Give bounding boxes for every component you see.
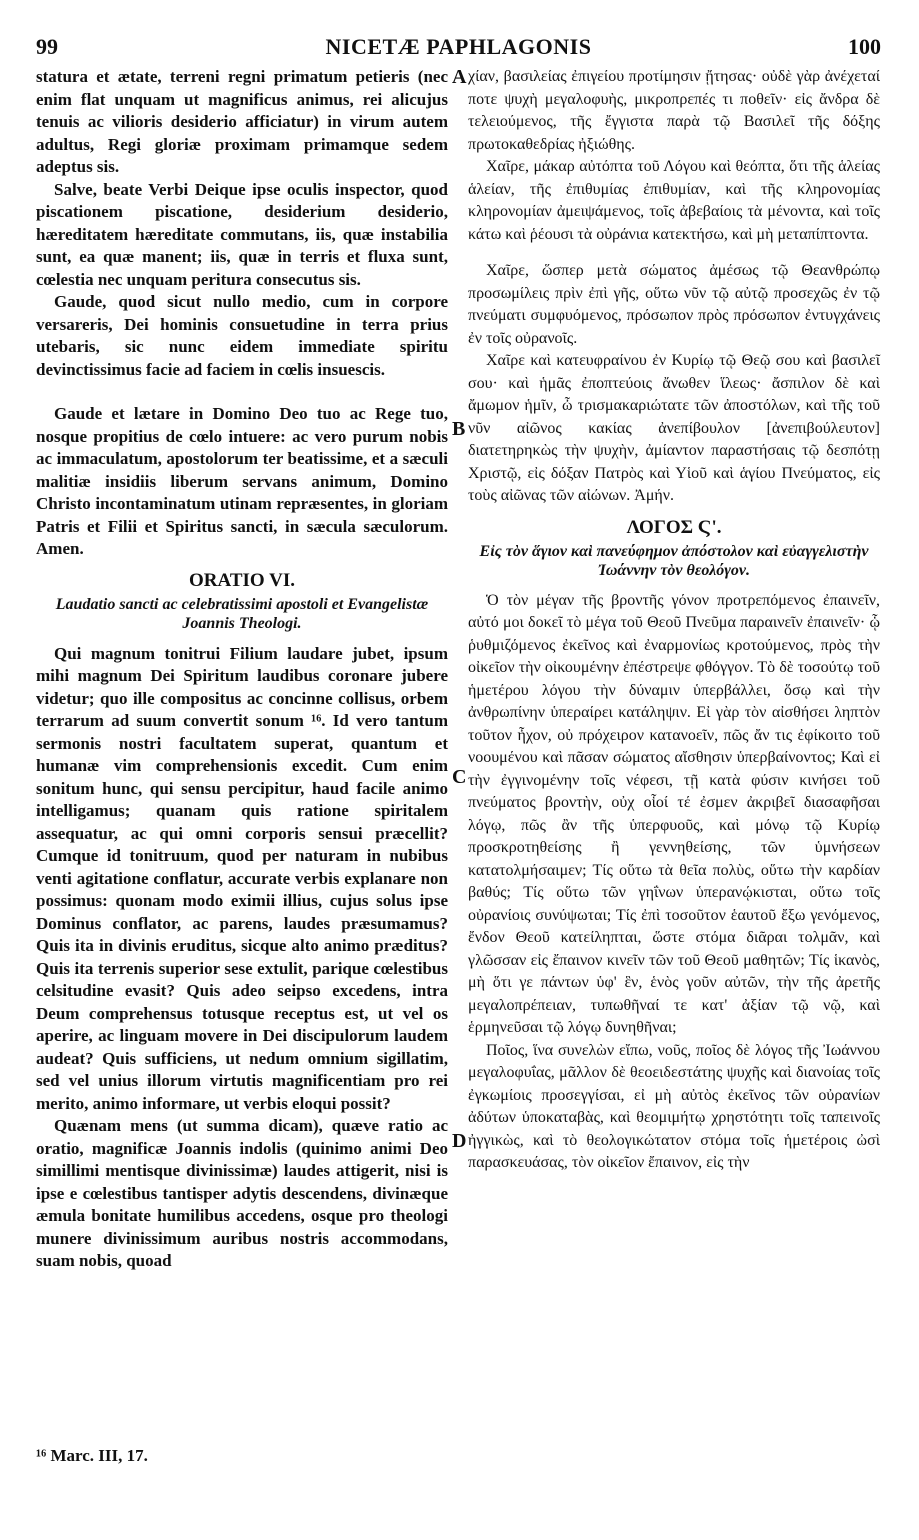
oration-title-latin: ORATIO VI. — [189, 569, 295, 591]
latin-paragraph-4: Gaude et lætare in Domino Deo tuo ac Rege tuo, nosque propitius de cœlo intuere: ac vero purum nobis ac immaculatum, apostolorum ter beatissime, et a sæculi malitiæ insidiis liberum servans animum, Domino Christo incontaminatum utinam repræsentes, in gloriam Patris et Filii et Spiritus sancti, in sæcula sæculorum. Amen. — [36, 404, 448, 558]
greek-paragraph-6: Ποῖος, ἵνα συνελὼν εἴπω, νοῦς, ποῖος δὲ λόγος τῆς Ἰωάννου μεγαλοφυΐας, μᾶλλον δὲ θεοειδεστάτης ψυχῆς καὶ διανοίας τοῖς ἐγκωμίοις προσεγγίσαι, εἰ μὴ αὐτὸς ἐκεῖνος τῶν οὐρανίων ἀδύτων ὑποκαταβὰς, καὶ θεομιμήτῳ χρηστότητι τοῖς ταπεινοῖς ἠγγικὼς, καὶ τὸ θεολογικώτατον στόμα τοῖς ἡμετέροις ὠσὶ παρασκευάσας, τὸν οἰκεῖον ἔπαινον, εἰς τὴν — [468, 1041, 880, 1171]
latin-paragraph-5: Qui magnum tonitrui Filium laudare jubet, ipsum mihi magnum Dei Spiritum laudibus coronare jubere videtur; quo ille compositus ac concinne collisus, orbem terrarum ad suum convertit sonum ¹⁶. Id vero tantum sermonis nostri facultatem superat, quantum et humanæ vim comprehensionis excedit. Cum enim sonitum hunc, qui sensu percipitur, haud facile animo intelligamus; quanam quis ratione spiritalem assequatur, ac qui omni corporis sensui præcellit? Cumque id tonitruum, quod per naturam in nubibus venti agitatione conflatur, accurate verbis explanare non possimus: quonam modo eximii illius, cujus solus ipse Dominus conflator, ac parens, laudes præsumamus? Quis ita in divinis eruditus, sicque alto animo præditus? Quis ita terrenis superior sese extulit, parique cœlestibus celsitudine evasit? Quis adeo seipso excedens, intra Deum comprehensus totusque receptus est, ut vel os aperire, ac linguam movere in Dei discipulorum laudem audeat? Quis sufficiens, ut nedum omnium sigillatim, sed vel unius illorum virtutis magnificentiam pro rei merito, animo informare, ut verbis eloqui possit? — [36, 643, 448, 1113]
greek-paragraph-2: Χαῖρε, μάκαρ αὐτόπτα τοῦ Λόγου καὶ θεόπτα, ὅτι τῆς ἁλείας ἁλείαν, τῆς ἐπιθυμίας ἐπιθυμίαν, καὶ τῆς κληρονομίας κληρονομίαν ἀμειψάμενος, τοῖς ἀβεβαίοις τὰ μένοντα, καὶ τοῖς κάτω καὶ ῥέουσι τὰ οὐράνια κατεκτήσω, καὶ μὴ μεταπίπτοντα. — [468, 158, 880, 243]
footnote: ¹⁶ Marc. III, 17. — [36, 1446, 148, 1465]
oration-title-greek: ΛΟΓΟΣ Ϛ'. — [626, 516, 722, 538]
margin-letter-b: B — [452, 418, 466, 440]
margin-letter-d: D — [452, 1130, 467, 1152]
margin-letter-c: C — [452, 766, 467, 788]
greek-paragraph-5: Ὁ τὸν μέγαν τῆς βροντῆς γόνον προτρεπόμενος ἐπαινεῖν, αὐτό μοι δοκεῖ τὸ μέγα τοῦ Θεοῦ Πνεῦμα παραινεῖν ἐπαινεῖν· ᾧ ῥυθμιζόμενος ἐκεῖνος καὶ ἐναρμονίως κροτούμενος, πρὸς τὴν οἰκεῖον τὴν οἰκουμένην ἐπέστρεψε φθόγγον. Τὸ δὲ τοσούτῳ τοῦ ἡμετέρου λόγου τὴν δύναμιν ὑπερβάλλει, ὅσῳ καὶ τὴν ἀνθρωπίνην ὑπεραίρει κατάληψιν. Εἰ γὰρ τὸν αἰσθήσει ληπτὸν τοῦτον ἦχον, οὐ πρόχειρον κατανοεῖν, πῶς ἄν τις ἐφίκοιτο τοῦ νοουμένου καὶ πᾶσαν σώματος αἴσθησιν ὑπερβαίνοντος; Καὶ εἰ τὴν ἐγγινομένην τοῖς νέφεσι, τῇ κατὰ φύσιν κινήσει τοῦ πνεύματος βροντὴν, οὐχ οἷοί τέ ἐσμεν ἀκριβεῖ διασαφῆσαι λόγῳ, πῶς ἂν τῆς ὑπερφυοῦς, καὶ μόνῳ τῷ Κυρίῳ προσκροτηθείσης ἢ γεννηθείσης, τῶν ὑμνήσεων κατατολμήσαιμεν; Τίς οὕτω τὰ θεῖα πολὺς, οὕτω τὴν καρδίαν βαθύς; Τίς οὕτω τῶν γηΐνων ὑπερανῴκισται, οὕτω τοῖς οὐρανίοις συνύψωται; Τίς ἐπὶ τοσοῦτον ἑαυτοῦ ἔξω γενόμενος, ἔνδον Θεοῦ κατείληπται, ὥστε στόμα διᾶραι τολμᾶν, καὶ γλῶσσαν εἰς ἔπαινον κινεῖν τῶν τοῦ Θεοῦ μαθητῶν; Τίς ἱκανὸς, μὴ ὅτι γε πάντων ὑφ' ἓν, ἑνὸς γοῦν αὐτῶν, τὴν τῆς ἀρετῆς μεγαλοπρέπειαν, τυπωθῆναί τε κατ' ἀξίαν τῷ νῷ, καὶ ἑρμηνεῦσαι τῷ λόγῳ δυνηθῆναι; — [468, 591, 880, 1036]
oration-subtitle-greek: Εἰς τὸν ἅγιον καὶ πανεύφημον ἀπόστολον καὶ εὐαγγελιστὴν Ἰωάννην τὸν θεολόγον. — [479, 542, 869, 579]
greek-paragraph-3: Χαῖρε, ὥσπερ μετὰ σώματος ἀμέσως τῷ Θεανθρώπῳ προσωμίλεις πρὶν ἐπὶ γῆς, οὕτω νῦν τῷ αὐτῷ προσεχῶς ἐν τῷ πνεύματι συμφυόμενος, πρόσωπον πρὸς πρόσωπον ἐντυγχάνεις ἐν τοῖς οὐρανοῖς. — [468, 262, 880, 347]
running-title: NICETÆ PAPHLAGONIS — [325, 34, 592, 59]
margin-letter-a: A — [452, 66, 467, 88]
page-number-left: 99 — [36, 34, 58, 59]
page-number-right: 100 — [848, 34, 881, 59]
page-header — [36, 34, 881, 64]
greek-column — [468, 66, 880, 1175]
oration-subtitle-latin: Laudatio sancti ac celebratissimi apostoli et Evangelistæ Joannis Theologi. — [55, 595, 429, 632]
greek-paragraph-4: Χαῖρε καὶ κατευφραίνου ἐν Κυρίῳ τῷ Θεῷ σου καὶ βασιλεῖ σου· καὶ ἡμᾶς ἐποπτεύοις ἄνωθεν ἵλεως· ἄσπιλον δὲ καὶ ἄμωμον ἡμῖν, ὦ τρισμακαριώτατε τῶν ἀποστόλων, καὶ τῆς τοῦ νῦν αἰῶνος κακίας ἀνεπίβουλον [ἀνεπιβούλευτον] διατετηρηκὼς τὴν ψυχὴν, ἀμίαντον παραστήσαις τῷ δεσπότῃ Χριστῷ, εἰς δόξαν Πατρὸς καὶ Υἱοῦ καὶ ἁγίου Πνεύματος, εἰς τοὺς αἰῶνας τῶν αἰώνων. Ἀμήν. — [468, 352, 880, 504]
latin-column — [36, 66, 448, 1273]
latin-paragraph-2: Salve, beate Verbi Deique ipse oculis inspector, quod piscationem piscatione, desiderium desiderio, hæreditatem hæreditate commutans, iis, quæ instabilia sunt, ea quæ manent; iis, quæ in terris et fluxa sunt, cœlestia nec unquam peritura consecutus sis. — [36, 179, 448, 289]
greek-paragraph-1: χίαν, βασιλείας ἐπιγείου προτίμησιν ᾔτησας· οὐδὲ γὰρ ἀνέχεταί ποτε ψυχὴ μεγαλοφυὴς, μικροπρεπές τι ποθεῖν· εἰς ἄνδρα δὲ τελειούμενος, τῆς ἔγγιστα παρὰ τῷ Βασιλεῖ τῆς δόξης πρωτοκαθεδρίας ἠξιώθης. — [468, 68, 880, 153]
latin-paragraph-3: Gaude, quod sicut nullo medio, cum in corpore versareris, Dei hominis consuetudine in terra prius utebaris, sic nunc eidem immediate spiritu devinctissimus facie ad faciem in cœlis insuescis. — [36, 292, 448, 379]
latin-paragraph-1: statura et ætate, terreni regni primatum petieris (nec enim flat unquam ut magnificus animus, rei alicujus tenuis ac vilioris desiderio afficiatur) in virum autem adultus, Regi gloriæ proximam primamque sedem adeptus sis. — [36, 67, 448, 176]
latin-paragraph-6: Quænam mens (ut summa dicam), quæve ratio ac oratio, magnificæ Joannis indolis (quinimo animi Deo simillimi mentisque divinissimæ) laudes attigerit, nisi is ipse e cœlestibus tantisper adytis descendens, divinæque æmula bonitate humilibus accedens, osque pro theologi munere divinissimum auribus nostris accommodans, suam nobis, quoad — [36, 1116, 448, 1270]
